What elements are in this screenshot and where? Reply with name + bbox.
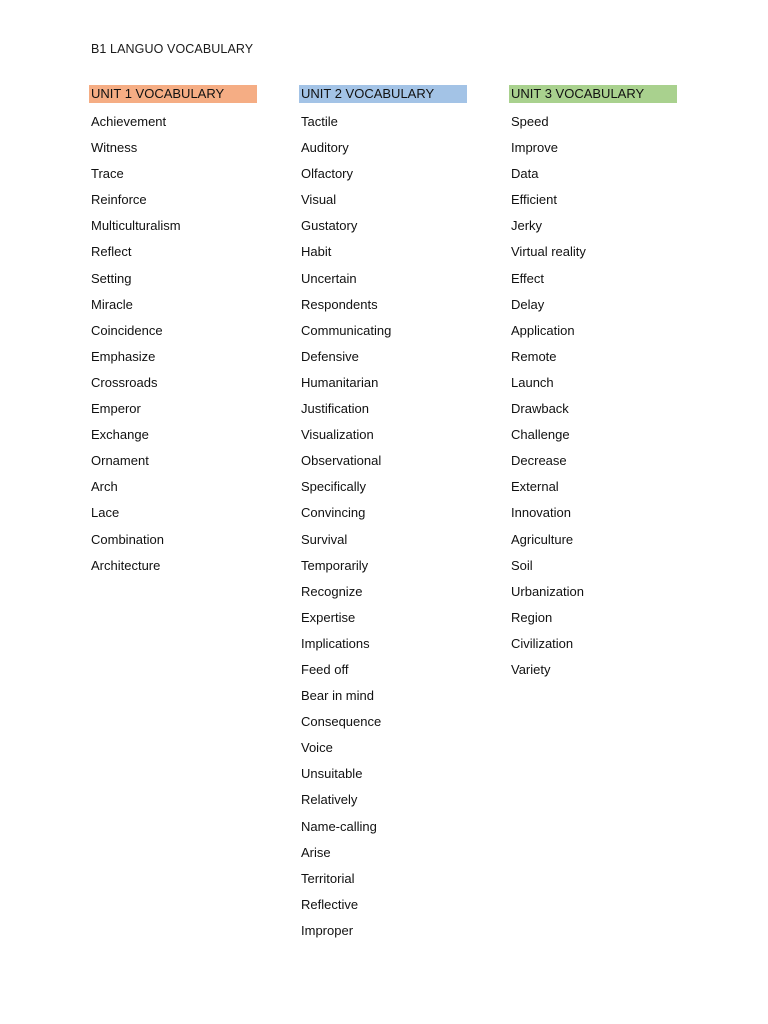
vocabulary-word: Tactile	[301, 114, 338, 129]
vocabulary-word: Achievement	[91, 114, 167, 129]
vocabulary-word: Defensive	[301, 348, 359, 364]
unit-1-column	[89, 85, 257, 579]
vocabulary-word: Unsuitable	[301, 766, 363, 782]
vocabulary-word: Temporarily	[301, 557, 369, 573]
vocabulary-word: Launch	[511, 374, 554, 390]
vocabulary-word: Data	[511, 166, 539, 182]
unit-2-word-list	[299, 109, 467, 944]
vocabulary-word: Setting	[91, 270, 132, 286]
vocabulary-word: Region	[511, 609, 553, 625]
vocabulary-word: Arch	[91, 479, 118, 495]
vocabulary-word: Combination	[91, 531, 164, 547]
vocabulary-word: Soil	[511, 557, 533, 573]
vocabulary-word: Innovation	[511, 505, 571, 521]
vocabulary-word: Variety	[511, 661, 551, 677]
vocabulary-word: Miracle	[91, 296, 133, 312]
vocabulary-word: Emperor	[91, 401, 141, 417]
vocabulary-word: Improve	[511, 140, 558, 156]
vocabulary-word: Humanitarian	[301, 374, 379, 390]
vocabulary-word: Architecture	[91, 557, 161, 573]
vocabulary-word: Specifically	[301, 479, 367, 495]
vocabulary-word: Reflect	[91, 244, 132, 260]
vocabulary-word: Survival	[301, 531, 348, 547]
vocabulary-word: Coincidence	[91, 322, 163, 338]
vocabulary-word: Decrease	[511, 453, 567, 469]
vocabulary-word: Civilization	[511, 635, 574, 651]
vocabulary-word: Agriculture	[511, 531, 574, 547]
vocabulary-word: Virtual reality	[511, 244, 586, 260]
vocabulary-word: Trace	[91, 166, 124, 182]
unit-2-header: UNIT 2 VOCABULARY	[299, 85, 467, 103]
vocabulary-word: Emphasize	[91, 348, 156, 364]
vocabulary-word: Habit	[301, 244, 332, 260]
vocabulary-word: Observational	[301, 453, 382, 469]
vocabulary-word: Implications	[301, 635, 370, 651]
vocabulary-word: Remote	[511, 348, 557, 364]
vocabulary-word: Drawback	[511, 401, 569, 417]
vocabulary-word: Lace	[91, 505, 120, 521]
vocabulary-word: Reflective	[301, 896, 359, 912]
vocabulary-word: Expertise	[301, 609, 356, 625]
vocabulary-word: Justification	[301, 401, 369, 417]
vocabulary-word: Recognize	[301, 583, 363, 599]
vocabulary-word: Visual	[301, 192, 337, 208]
vocabulary-word: Urbanization	[511, 583, 584, 599]
vocabulary-word: Respondents	[301, 296, 378, 312]
vocabulary-word: Speed	[511, 114, 549, 129]
vocabulary-word: Consequence	[301, 714, 382, 730]
vocabulary-word: Auditory	[301, 140, 349, 156]
vocabulary-word: Feed off	[301, 661, 349, 677]
vocabulary-word: Exchange	[91, 427, 149, 443]
vocabulary-word: External	[511, 479, 559, 495]
vocabulary-word: Uncertain	[301, 270, 357, 286]
vocabulary-word: Ornament	[91, 453, 149, 469]
vocabulary-word: Gustatory	[301, 218, 358, 234]
unit-3-column	[509, 85, 677, 683]
vocabulary-word: Bear in mind	[301, 688, 374, 704]
vocabulary-word: Convincing	[301, 505, 366, 521]
vocabulary-word: Witness	[91, 140, 138, 156]
unit-1-header: UNIT 1 VOCABULARY	[89, 85, 257, 103]
vocabulary-word: Delay	[511, 296, 545, 312]
vocabulary-word: Challenge	[511, 427, 570, 443]
vocabulary-word: Multiculturalism	[91, 218, 181, 234]
vocabulary-word: Territorial	[301, 870, 355, 886]
vocabulary-word: Effect	[511, 270, 545, 286]
vocabulary-word: Communicating	[301, 322, 392, 338]
vocabulary-word: Name-calling	[301, 818, 377, 834]
vocabulary-word: Jerky	[511, 218, 543, 234]
vocabulary-word: Crossroads	[91, 374, 158, 390]
document-title: B1 LANGUO VOCABULARY	[91, 42, 254, 56]
vocabulary-word: Efficient	[511, 192, 558, 208]
vocabulary-word: Visualization	[301, 427, 374, 443]
unit-3-word-list	[509, 109, 677, 683]
unit-1-word-list	[89, 109, 257, 579]
vocabulary-word: Relatively	[301, 792, 358, 808]
vocabulary-word: Arise	[301, 844, 331, 860]
vocabulary-word: Improper	[301, 922, 354, 938]
unit-3-header: UNIT 3 VOCABULARY	[509, 85, 677, 103]
vocabulary-word: Voice	[301, 740, 333, 756]
unit-2-column	[299, 85, 467, 944]
vocabulary-word: Application	[511, 322, 575, 338]
vocabulary-word: Reinforce	[91, 192, 147, 208]
vocabulary-word: Olfactory	[301, 166, 354, 182]
